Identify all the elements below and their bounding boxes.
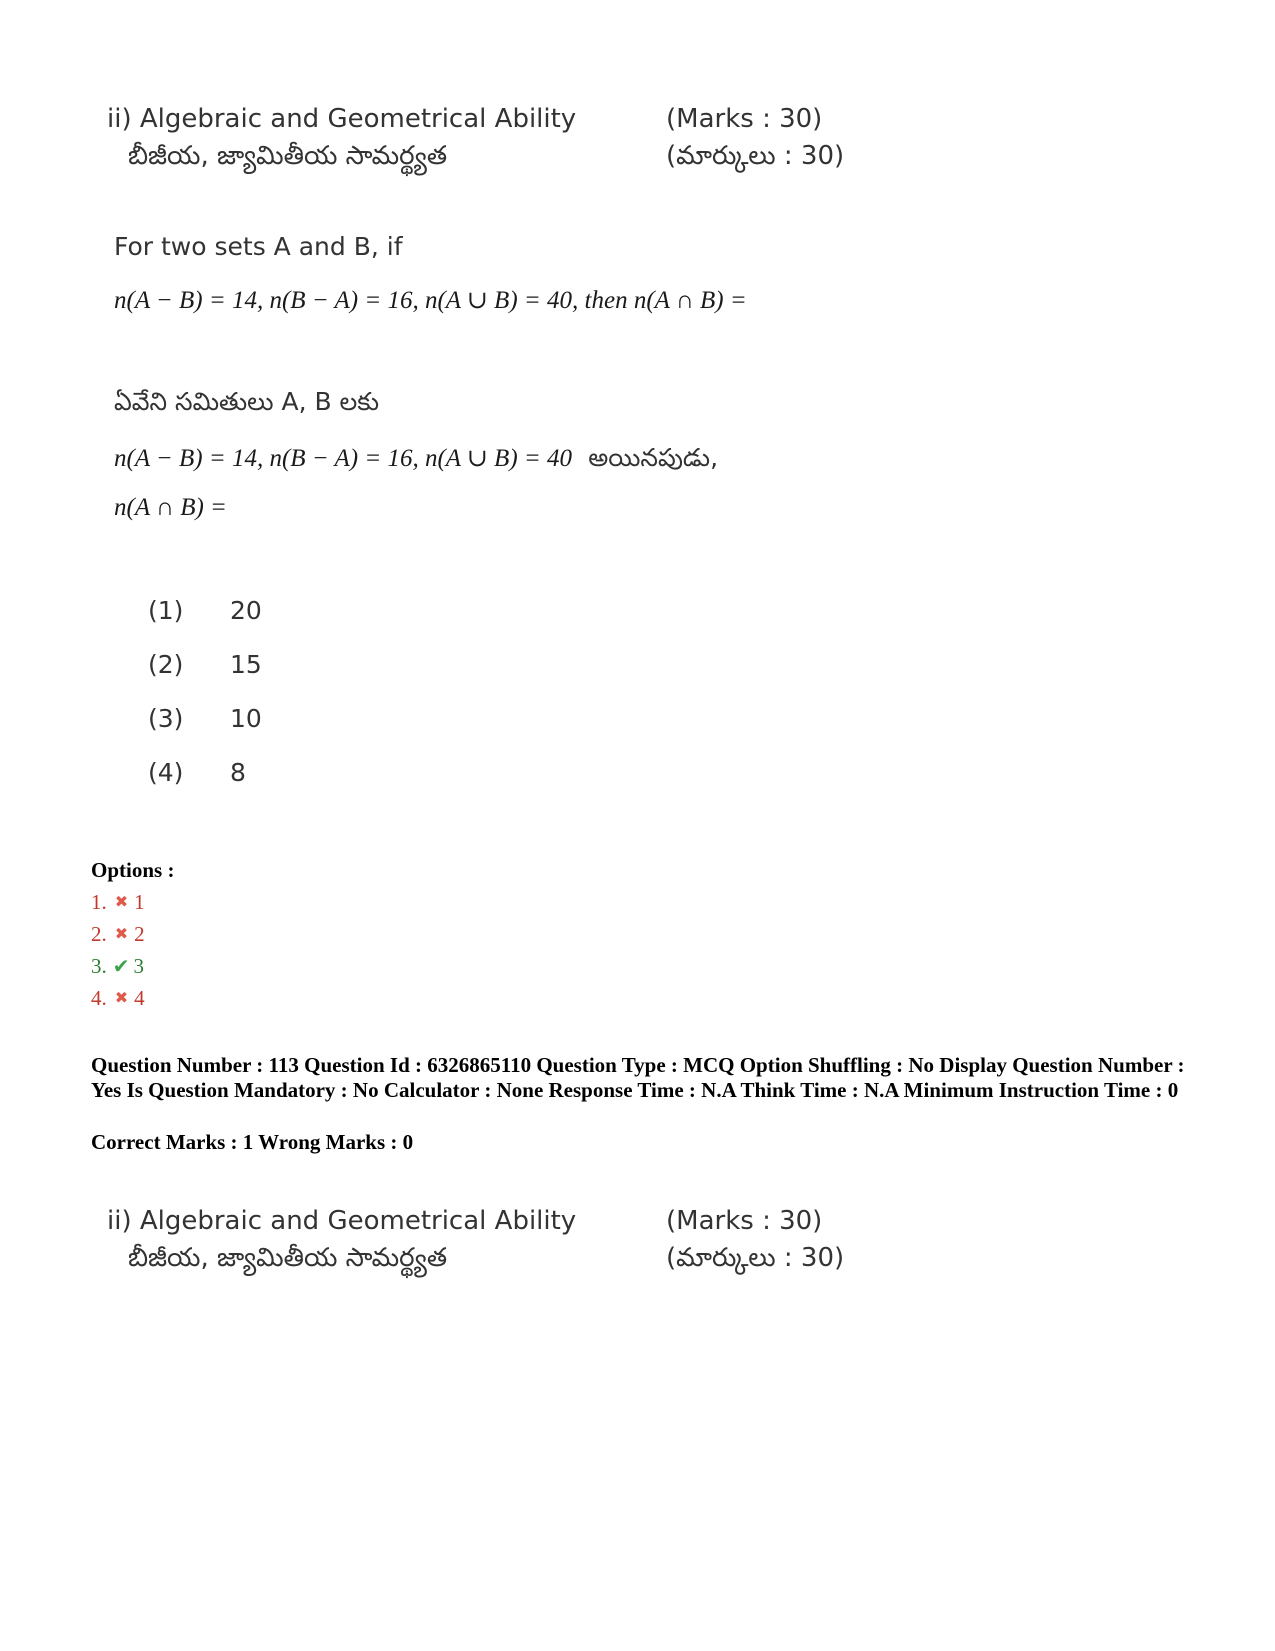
section-title-en: ii) Algebraic and Geometrical Ability <box>107 104 577 134</box>
option-number: 1. <box>91 890 107 914</box>
section-marks-te: (మార్కులు : 30) <box>666 1243 845 1273</box>
option-number: 4. <box>91 986 107 1010</box>
question-equation-te <box>114 443 718 479</box>
question-equation-en <box>114 285 747 315</box>
choice-number: (2) <box>148 650 184 679</box>
choice-value: 15 <box>230 650 262 679</box>
option-row <box>91 954 144 979</box>
question-metadata: Question Number : 113 Question Id : 6326865110 Question Type : MCQ Option Shuffling : No Display Question Number : Yes Is Question Mandatory : No Calculator : None Response Time : N.A Think Time : N.A Minimum Instruction Time : 0 <box>91 1053 1185 1102</box>
choice-value: 20 <box>230 596 262 625</box>
choice-value: 8 <box>230 758 246 787</box>
options-label: Options : <box>91 858 175 882</box>
option-value: 2 <box>134 922 145 946</box>
cross-icon: ✖ <box>114 894 129 911</box>
choice-number: (1) <box>148 596 184 625</box>
cross-icon: ✖ <box>114 990 129 1007</box>
equation-part: n(A − B) = 14, n(B − A) = 16, n(A ∪ B) = 40, <box>114 287 579 314</box>
question-equation-te-2: n(A ∩ B) = <box>114 494 227 521</box>
option-number: 3. <box>91 954 107 978</box>
section-marks-en: (Marks : 30) <box>666 1206 823 1236</box>
option-value: 4 <box>134 986 145 1010</box>
question-intro-te: ఏవేని సమితులు A, B లకు <box>114 387 379 416</box>
section-marks-en: (Marks : 30) <box>666 104 823 134</box>
equation-part: n(A − B) = 14, n(B − A) = 16, n(A ∪ B) = 40 <box>114 445 573 472</box>
question-intro-en: For two sets A and B, if <box>114 232 403 261</box>
option-row <box>91 922 145 947</box>
section-title-en: ii) Algebraic and Geometrical Ability <box>107 1206 577 1236</box>
equation-word: then <box>584 287 628 314</box>
choice-number: (4) <box>148 758 184 787</box>
choice-value: 10 <box>230 704 262 733</box>
section-title-te: బీజీయ, జ్యామితీయ సామర్థ్యత <box>128 1243 448 1273</box>
equation-part: n(A ∩ B) = <box>633 287 747 314</box>
marks-metadata: Correct Marks : 1 Wrong Marks : 0 <box>91 1130 414 1154</box>
section-marks-te: (మార్కులు : 30) <box>666 141 845 171</box>
cross-icon: ✖ <box>114 926 129 943</box>
section-title-te: బీజీయ, జ్యామితీయ సామర్థ్యత <box>128 141 448 171</box>
option-value: 1 <box>134 890 145 914</box>
option-number: 2. <box>91 922 107 946</box>
choice-number: (3) <box>148 704 184 733</box>
option-value: 3 <box>133 954 145 978</box>
check-icon: ✔ <box>112 956 130 978</box>
option-row <box>91 986 145 1011</box>
equation-word-te: అయినపుడు, <box>588 443 719 472</box>
option-row <box>91 890 145 915</box>
